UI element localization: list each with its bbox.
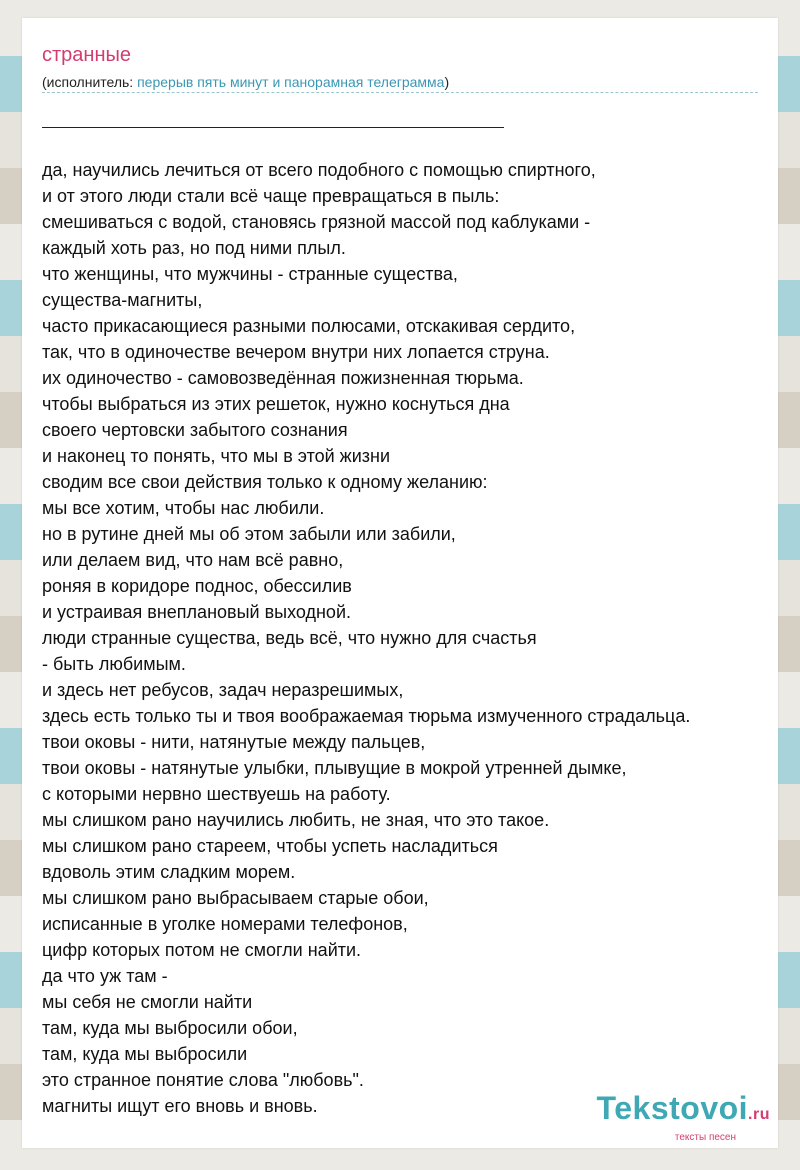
- lyric-line: роняя в коридоре поднос, обессилив: [42, 576, 352, 596]
- lyric-line: мы слишком рано научились любить, не зная, что это такое.: [42, 810, 550, 830]
- lyric-line: и от этого люди стали всё чаще превращаться в пыль:: [42, 186, 500, 206]
- lyric-line: чтобы выбраться из этих решеток, нужно коснуться дна: [42, 394, 510, 414]
- lyric-line: исписанные в уголке номерами телефонов,: [42, 914, 408, 934]
- lyric-line: да что уж там -: [42, 966, 168, 986]
- lyric-line: магниты ищут его вновь и вновь.: [42, 1096, 318, 1116]
- divider: [42, 127, 504, 128]
- lyric-line: но в рутине дней мы об этом забыли или забили,: [42, 524, 456, 544]
- lyric-line: - быть любимым.: [42, 654, 186, 674]
- logo-wordmark: [597, 1091, 770, 1132]
- logo-subtitle: тексты песен: [674, 1132, 736, 1143]
- lyric-line: своего чертовски забытого сознания: [42, 420, 348, 440]
- lyrics-page: [22, 18, 778, 1148]
- lyric-line: это странное понятие слова "любовь".: [42, 1070, 364, 1090]
- lyric-line: так, что в одиночестве вечером внутри них лопается струна.: [42, 342, 550, 362]
- lyric-line: мы все хотим, чтобы нас любили.: [42, 498, 325, 518]
- lyric-line: мы слишком рано стареем, чтобы успеть насладиться: [42, 836, 498, 856]
- lyric-line: да, научились лечиться от всего подобного с помощью спиртного,: [42, 160, 596, 180]
- lyric-line: каждый хоть раз, но под ними плыл.: [42, 238, 346, 258]
- lyric-line: мы слишком рано выбрасываем старые обои,: [42, 888, 429, 908]
- lyric-line: твои оковы - нити, натянутые между пальцев,: [42, 732, 426, 752]
- lyric-line: что женщины, что мужчины - странные существа,: [42, 264, 458, 284]
- lyric-line: мы себя не смогли найти: [42, 992, 253, 1012]
- artist-prefix: (исполнитель:: [42, 74, 138, 90]
- artist-suffix: ): [444, 74, 450, 90]
- lyric-line: или делаем вид, что нам всё равно,: [42, 550, 344, 570]
- lyric-line: и здесь нет ребусов, задач неразрешимых,: [42, 680, 404, 700]
- lyric-line: твои оковы - натянутые улыбки, плывущие в мокрой утренней дымке,: [42, 758, 627, 778]
- lyric-line: их одиночество - самовозведённая пожизненная тюрьма.: [42, 368, 524, 388]
- lyric-line: и устраивая внеплановый выходной.: [42, 602, 351, 622]
- site-logo[interactable]: [597, 1091, 770, 1144]
- lyric-line: здесь есть только ты и твоя воображаемая тюрьма измученного страдальца.: [42, 706, 691, 726]
- lyrics-text: [42, 157, 778, 1119]
- lyric-line: сводим все свои действия только к одному желанию:: [42, 472, 488, 492]
- lyric-line: вдоволь этим сладким морем.: [42, 862, 296, 882]
- song-title: странные: [42, 44, 131, 66]
- lyric-line: цифр которых потом не смогли найти.: [42, 940, 362, 960]
- lyric-line: там, куда мы выбросили: [42, 1044, 248, 1064]
- lyric-line: существа-магниты,: [42, 290, 203, 310]
- artist-line: [42, 74, 758, 93]
- lyric-line: часто прикасающиеся разными полюсами, отскакивая сердито,: [42, 316, 576, 336]
- lyric-line: и наконец то понять, что мы в этой жизни: [42, 446, 391, 466]
- lyric-line: смешиваться с водой, становясь грязной массой под каблуками -: [42, 212, 591, 232]
- lyric-line: люди странные существа, ведь всё, что нужно для счастья: [42, 628, 537, 648]
- logo-main-text: Tekstovoi: [596, 1090, 749, 1126]
- lyric-line: там, куда мы выбросили обои,: [42, 1018, 298, 1038]
- lyric-line: с которыми нервно шествуешь на работу.: [42, 784, 391, 804]
- logo-tld: .ru: [748, 1106, 770, 1123]
- artist-link[interactable]: перерыв пять минут и панорамная телеграмма: [137, 74, 445, 90]
